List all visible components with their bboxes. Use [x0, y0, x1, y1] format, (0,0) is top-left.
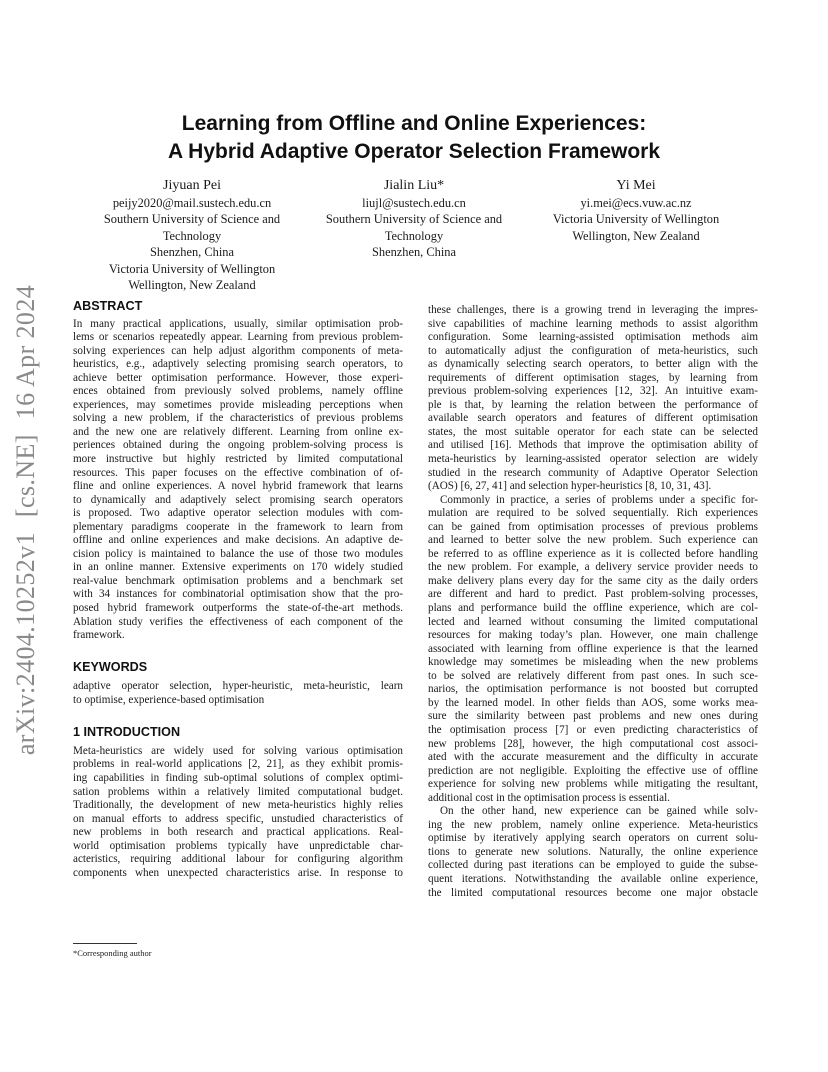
- right-paragraph-3: [428, 805, 758, 900]
- author-name: Yi Mei: [616, 178, 656, 193]
- abstract-line: solving experiences can help adjust algorithm components of meta-: [73, 344, 403, 357]
- author-affiliation: Southern University of Science and: [325, 212, 503, 227]
- body-line: these challenges, there is a growing trend in leveraging the impres-: [428, 304, 758, 316]
- author-name: Jiyuan Pei: [163, 178, 221, 193]
- introduction-heading: 1 INTRODUCTION: [73, 725, 181, 740]
- author-location: Wellington, New Zealand: [128, 278, 256, 293]
- author-block-2: [307, 177, 521, 261]
- body-line: by the learned model. In other fields than AOS, some works mea-: [428, 696, 758, 709]
- author-affiliation: Technology: [162, 228, 222, 243]
- intro-line: Traditionally, the development of new meta-heuristics highly relies: [73, 799, 403, 812]
- body-line: ated with the accurate measurement and the difficulty in accurate: [428, 751, 758, 764]
- author-name: Jialin Liu*: [383, 178, 445, 193]
- body-line: states, the most suitable operator for each state can be selected: [428, 425, 758, 438]
- intro-line: world optimisation problems typically have unpredictable char-: [73, 839, 403, 852]
- abstract-line: framework.: [73, 629, 125, 642]
- author-location: Wellington, New Zealand: [572, 228, 700, 243]
- body-line: configuration. Some learning-assisted optimisation methods aim: [428, 331, 758, 344]
- body-line: plans and performance build the offline experience, which are col-: [428, 602, 758, 615]
- body-line: knowledge may sometimes be misleading when the new problems: [428, 656, 758, 669]
- intro-line: new problems in both research and practical applications. Real-: [73, 826, 403, 839]
- title-line-1: Learning from Offline and Online Experiences:: [181, 112, 647, 135]
- abstract-line: in an online manner. Extensive experiments on 170 widely studied: [73, 561, 403, 574]
- intro-line: problems in real-world applications [2, 21], as they exhibit promis-: [73, 758, 403, 771]
- body-line: the limited computational resources become one major obstacle: [428, 886, 758, 899]
- intro-line: on manual efforts to address specific, unstudied characteristics of: [73, 812, 403, 825]
- abstract-line: cision policy is maintained to balance the use of those two modules: [73, 547, 403, 560]
- intro-line: sation problems within a relatively limited computational budget.: [73, 785, 403, 798]
- abstract-line: fline and online experiences. A novel hybrid framework that learns: [73, 480, 403, 493]
- body-line: and learned to better solve the new problem. Such experience can: [428, 534, 758, 547]
- author-affiliation: Victoria University of Wellington: [108, 261, 276, 276]
- body-line: make delivery plans every day for the same city as the daily orders: [428, 574, 758, 587]
- abstract-line: In many practical applications, usually, similar optimisation prob-: [73, 317, 403, 330]
- arxiv-category: [cs.NE]: [11, 434, 40, 518]
- abstract-line: and the new one are relatively different. Learning from online ex-: [73, 425, 403, 438]
- keywords-line: adaptive operator selection, hyper-heuristic, meta-heuristic, learn: [73, 680, 403, 693]
- author-block-3: [529, 177, 743, 244]
- arxiv-id: arXiv:2404.10252v1: [11, 532, 40, 756]
- abstract-line: ences obtained from previously solved problems, namely offline: [73, 385, 403, 398]
- arxiv-date: 16 Apr 2024: [11, 284, 40, 420]
- body-line: associated with learning from offline experience is that the learned: [428, 642, 758, 655]
- left-column: [73, 300, 403, 880]
- body-line: can be gained from optimisation processes of previous problems: [428, 520, 758, 533]
- body-line: as dynamically selecting search operators, to better align with the: [428, 358, 758, 371]
- body-line: additional cost in the optimisation process is essential.: [428, 791, 670, 804]
- body-line: On the other hand, new experience can be gained while solv-: [440, 805, 758, 818]
- introduction-body: [73, 745, 403, 880]
- footnote-divider: [73, 943, 137, 944]
- body-line: to be solved are relatively different from past ones. In such sce-: [428, 669, 758, 682]
- author-block-1: [85, 177, 299, 293]
- author-location: Shenzhen, China: [150, 245, 234, 260]
- body-line: be referred to as offline experience as it is collected before handling: [428, 547, 758, 560]
- author-email: yi.mei@ecs.vuw.ac.nz: [580, 196, 692, 210]
- abstract-line: heuristics, e.g., adaptively selecting promising search operators, to: [73, 358, 403, 371]
- right-column: [428, 304, 758, 900]
- author-affiliation: Southern University of Science and: [103, 212, 281, 227]
- paper-title: [0, 110, 828, 166]
- body-line: lected and learned without consuming the limited computational: [428, 615, 758, 628]
- body-line: tions to generate new solutions. Naturally, the online experience: [428, 845, 758, 858]
- abstract-line: solving a new problem, if the characteristics of previous problems: [73, 412, 403, 425]
- body-line: to automatically adjust the configuration of meta-heuristics, such: [428, 344, 758, 357]
- body-line: ing the new problem, namely online experience. Meta-heuristics: [428, 818, 758, 831]
- body-line: requirements of different optimisation stages, by learning from: [428, 371, 758, 384]
- body-line: (AOS) [6, 27, 41] and selection hyper-heuristics [8, 10, 31, 43].: [428, 480, 712, 493]
- body-line: sive capabilities of machine learning methods to assist algorithm: [428, 317, 758, 330]
- abstract-line: offline and online experiences and make decisions. An adaptive de-: [73, 534, 403, 547]
- body-line: meta-heuristics by learning-assisted operator selection are widely: [428, 453, 758, 466]
- body-line: resources for making today’s plan. However, one main challenge: [428, 629, 758, 642]
- body-line: previous problem-solving experiences [12, 32]. An intuitive exam-: [428, 385, 758, 398]
- keywords-body: [73, 680, 403, 707]
- abstract-line: resources. This paper focuses on the effective combination of of-: [73, 466, 403, 479]
- body-line: studied in the research community of Adaptive Operator Selection: [428, 466, 758, 479]
- body-line: narios, the optimisation performance is not boosted but corrupted: [428, 683, 758, 696]
- author-email: peijy2020@mail.sustech.edu.cn: [112, 196, 272, 210]
- author-location: Shenzhen, China: [372, 245, 456, 260]
- abstract-line: plementary paradigms cooperate in the framework to learn from: [73, 520, 403, 533]
- body-line: optimise by iteratively applying search operators on current solu-: [428, 832, 758, 845]
- body-line: mulation are required to be solved sequentially. Rich experiences: [428, 507, 758, 520]
- keywords-heading: KEYWORDS: [73, 659, 148, 674]
- body-line: Commonly in practice, a series of problems under a specific for-: [440, 493, 758, 506]
- body-line: quent iterations. Notwithstanding the available online experience,: [428, 872, 758, 885]
- footnote: *Corresponding author: [73, 948, 152, 958]
- author-email: liujl@sustech.edu.cn: [362, 196, 466, 210]
- body-line: ple is that, by learning the relation between the performance of: [428, 398, 758, 411]
- body-line: are different and hard to predict. Past problem-solving processes,: [428, 588, 758, 601]
- body-line: the optimisation process [7] or even predicting characteristics of: [428, 723, 758, 736]
- abstract-heading: ABSTRACT: [73, 299, 143, 313]
- body-line: and utilised [16]. Methods that improve the optimisation ability of: [428, 439, 758, 452]
- abstract-line: more instructive but highly restricted by limited computational: [73, 453, 403, 466]
- body-line: sure the similarity between past problems and new ones during: [428, 710, 758, 723]
- body-line: available search operators and features of different optimisation: [428, 412, 758, 425]
- abstract-line: achieve better optimisation performance. However, those experi-: [73, 371, 403, 384]
- keywords-line: to optimise, experience-based optimisation: [73, 693, 265, 706]
- abstract-line: experiences, may sometimes provide misleading perceptions when: [73, 398, 403, 411]
- body-line: collected during past iterations can be employed to guide the subse-: [428, 859, 758, 872]
- intro-line: acteristics, requiring additional labour for configuring algorithm: [73, 853, 403, 866]
- body-line: experience for solving new problems while mitigating the resultant,: [428, 778, 758, 791]
- abstract-line: periences obtained during the ongoing problem-solving process is: [73, 439, 403, 452]
- abstract-line: real-value benchmark optimisation problems and a benchmark set: [73, 574, 403, 587]
- body-line: the new problem. For example, a delivery service provider needs to: [428, 561, 758, 574]
- title-line-2: A Hybrid Adaptive Operator Selection Framework: [167, 140, 661, 163]
- abstract-line: with 34 instances for combinatorial optimisation show that the pro-: [73, 588, 403, 601]
- abstract-line: to dynamically and adaptively select promising search operators: [73, 493, 403, 506]
- author-affiliation: Victoria University of Wellington: [552, 212, 720, 227]
- intro-line: ing capabilities in finding sub-optimal solutions of complex optimi-: [73, 771, 403, 784]
- body-line: prediction are not negligible. Exploiting the effective use of offline: [428, 764, 758, 777]
- intro-line: Meta-heuristics are widely used for solving various optimisation: [73, 744, 403, 757]
- right-paragraph-1: [428, 304, 758, 494]
- intro-line: components when unexpected characteristics arise. In response to: [73, 866, 403, 879]
- abstract-body: [73, 318, 403, 643]
- abstract-line: posed hybrid framework outperforms the state-of-the-art methods.: [73, 602, 403, 615]
- abstract-line: is proposed. Two adaptive operator selection modules with com-: [73, 507, 403, 520]
- body-line: new problems [28], however, the high computational cost associ-: [428, 737, 758, 750]
- right-paragraph-2: [428, 494, 758, 806]
- abstract-line: Ablation study verifies the effectiveness of each component of the: [73, 615, 403, 628]
- author-affiliation: Technology: [384, 228, 444, 243]
- arxiv-stamp: [11, 285, 41, 755]
- abstract-line: lems or scenarios repeatedly appear. Learning from previous problem-: [73, 331, 403, 344]
